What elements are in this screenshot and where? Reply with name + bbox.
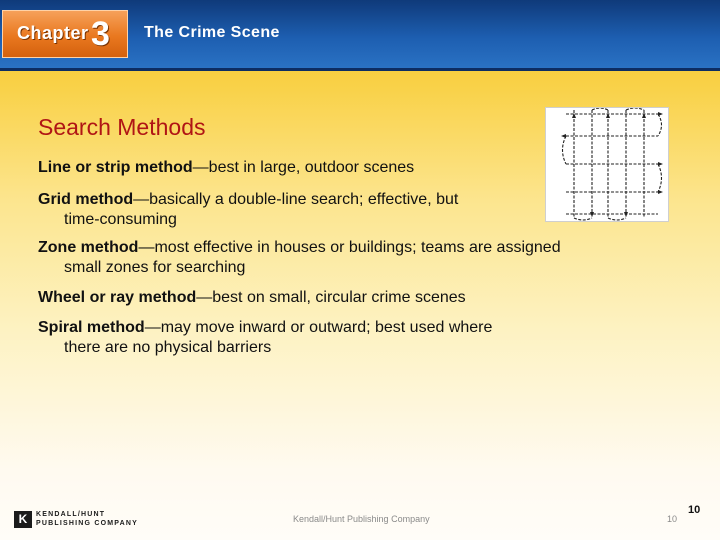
bullet-zone-method — [38, 238, 561, 278]
bullet-continuation: there are no physical barriers — [64, 339, 272, 356]
bullet-text: —most effective in houses or buildings; teams are assigned — [138, 239, 561, 256]
bullet-term: Wheel or ray method — [38, 289, 197, 306]
footer-small-number: 10 — [667, 514, 678, 524]
bullet-line-method — [38, 158, 414, 178]
header-title: The Crime Scene — [144, 24, 280, 41]
bullet-continuation: small zones for searching — [64, 259, 246, 276]
bullet-term: Grid method — [38, 191, 134, 208]
publisher-logo — [14, 510, 138, 530]
chapter-word: Chapter — [17, 23, 89, 43]
bullet-text: —best on small, circular crime scenes — [196, 289, 466, 306]
slide-title: Search Methods — [38, 114, 206, 140]
grid-search-pattern-icon — [546, 108, 668, 221]
chapter-badge — [2, 10, 128, 58]
footer-company-text: Kendall/Hunt Publishing Company — [293, 514, 430, 524]
slide-header — [0, 0, 720, 71]
bullet-term: Spiral method — [38, 319, 145, 336]
bullet-term: Zone method — [38, 239, 139, 256]
page-number: 10 — [688, 504, 701, 516]
bullet-continuation: time-consuming — [64, 211, 177, 228]
bullet-spiral-method — [38, 318, 492, 358]
logo-line-1: KENDALL/HUNT — [36, 511, 106, 518]
bullet-wheel-method — [38, 288, 466, 308]
bullet-text: —best in large, outdoor scenes — [192, 159, 415, 176]
bullet-grid-method — [38, 190, 458, 230]
grid-search-diagram — [545, 107, 669, 222]
chapter-number: 3 — [91, 15, 110, 53]
logo-mark: K — [14, 511, 32, 528]
bullet-text: —may move inward or outward; best used where — [144, 319, 493, 336]
bullet-text: —basically a double-line search; effective, but — [133, 191, 459, 208]
logo-line-2: PUBLISHING COMPANY — [36, 520, 138, 527]
bullet-term: Line or strip method — [38, 159, 193, 176]
